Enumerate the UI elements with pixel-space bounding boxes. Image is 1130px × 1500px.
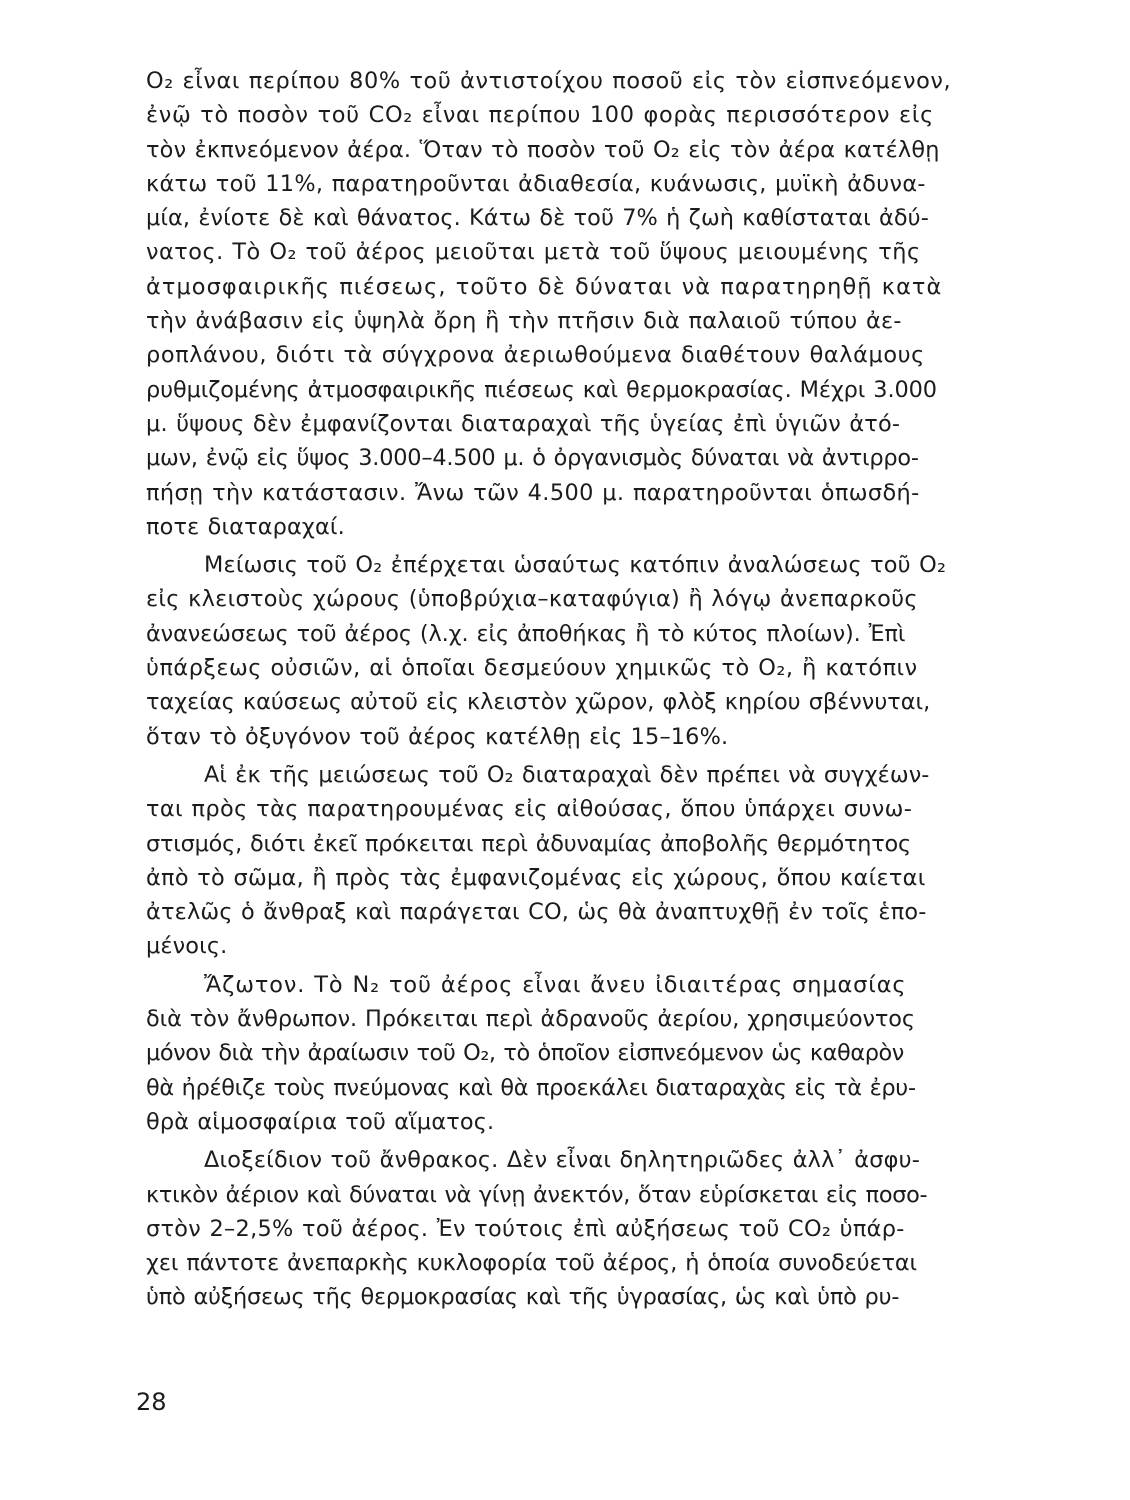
text-line: Διοξείδιον τοῦ ἄνθρακος. Δὲν εἶναι δηλητηριῶδες ἀλλ᾽ ἀσφυ- bbox=[204, 1147, 921, 1174]
text-line: ροπλάνου, διότι τὰ σύγχρονα ἀεριωθούμενα διαθέτουν θαλάμους bbox=[146, 342, 925, 369]
text-line: Αἱ ἐκ τῆς μειώσεως τοῦ O₂ διαταραχαὶ δὲν πρέπει νὰ συγχέων- bbox=[204, 761, 930, 788]
text-line: ὑπὸ αὐξήσεως τῆς θερμοκρασίας καὶ τῆς ὑγρασίας, ὡς καὶ ὑπὸ ρυ- bbox=[146, 1284, 900, 1311]
text-line: ἀτμοσφαιρικῆς πιέσεως, τοῦτο δὲ δύναται νὰ παρατηρηθῇ κατὰ bbox=[146, 273, 943, 300]
text-line: θὰ ἠρέθιζε τοὺς πνεύμονας καὶ θὰ προεκάλει διαταραχὰς εἰς τὰ ἐρυ- bbox=[146, 1074, 916, 1101]
text-line: νατος. Τὸ O₂ τοῦ ἀέρος μειοῦται μετὰ τοῦ ὕψους μειουμένης τῆς bbox=[146, 239, 921, 266]
text-line: Μείωσις τοῦ O₂ ἐπέρχεται ὡσαύτως κατόπιν ἀναλώσεως τοῦ O₂ bbox=[204, 552, 947, 579]
text-line: ὑπάρξεως οὐσιῶν, αἱ ὁποῖαι δεσμεύουν χημικῶς τὸ O₂, ἢ κατόπιν bbox=[146, 655, 918, 682]
text-line: πήσῃ τὴν κατάστασιν. Ἄνω τῶν 4.500 μ. παρατηροῦνται ὁπωσδή- bbox=[146, 479, 920, 506]
text-line: τὴν ἀνάβασιν εἰς ὑψηλὰ ὄρη ἢ τὴν πτῆσιν διὰ παλαιοῦ τύπου ἀε- bbox=[146, 308, 902, 335]
text-line: κτικὸν ἀέριον καὶ δύναται νὰ γίνῃ ἀνεκτόν, ὅταν εὑρίσκεται εἰς ποσο- bbox=[146, 1181, 928, 1208]
text-line: ὅταν τὸ ὀξυγόνον τοῦ ἀέρος κατέλθῃ εἰς 15–16%. bbox=[146, 723, 729, 750]
text-line: ἀτελῶς ὁ ἄνθραξ καὶ παράγεται CO, ὡς θὰ ἀναπτυχθῇ ἐν τοῖς ἑπο- bbox=[146, 899, 927, 926]
body-text bbox=[146, 64, 1034, 1315]
text-line: μων, ἐνῷ εἰς ὕψος 3.000–4.500 μ. ὁ ὀργανισμὸς δύναται νὰ ἀντιρρο- bbox=[146, 445, 919, 472]
text-line: ται πρὸς τὰς παρατηρουμένας εἰς αἰθούσας, ὅπου ὑπάρχει συνω- bbox=[146, 796, 913, 823]
text-line: ἀνανεώσεως τοῦ ἀέρος (λ.χ. εἰς ἀποθήκας ἢ τὸ κύτος πλοίων). Ἐπὶ bbox=[146, 620, 906, 647]
text-line: Ἄζωτον. Τὸ N₂ τοῦ ἀέρος εἶναι ἄνευ ἰδιαιτέρας σημασίας bbox=[204, 971, 907, 998]
text-line: διὰ τὸν ἄνθρωπον. Πρόκειται περὶ ἀδρανοῦς ἀερίου, χρησιμεύοντος bbox=[146, 1006, 915, 1033]
text-line: θρὰ αἱμοσφαίρια τοῦ αἵματος. bbox=[146, 1108, 495, 1135]
text-line: στὸν 2–2,5% τοῦ ἀέρος. Ἐν τούτοις ἐπὶ αὐξήσεως τοῦ CO₂ ὑπάρ- bbox=[146, 1215, 905, 1242]
text-line: μ. ὕψους δὲν ἐμφανίζονται διαταραχαὶ τῆς ὑγείας ἐπὶ ὑγιῶν ἀτό- bbox=[146, 410, 901, 437]
text-line: ἐνῷ τὸ ποσὸν τοῦ CO₂ εἶναι περίπου 100 φορὰς περισσότερον εἰς bbox=[146, 102, 934, 129]
text-line: μόνον διὰ τὴν ἀραίωσιν τοῦ O₂, τὸ ὁποῖον εἰσπνεόμενον ὡς καθαρὸν bbox=[146, 1040, 904, 1067]
text-line: ποτε διαταραχαί. bbox=[146, 513, 345, 540]
text-line: ρυθμιζομένης ἀτμοσφαιρικῆς πιέσεως καὶ θερμοκρασίας. Μέχρι 3.000 bbox=[146, 376, 937, 403]
text-line: ἀπὸ τὸ σῶμα, ἢ πρὸς τὰς ἐμφανιζομένας εἰς χώρους, ὅπου καίεται bbox=[146, 864, 926, 891]
text-line: κάτω τοῦ 11%, παρατηροῦνται ἀδιαθεσία, κυάνωσις, μυϊκὴ ἀδυνα- bbox=[146, 170, 926, 197]
text-line: τὸν ἐκπνεόμενον ἀέρα. Ὅταν τὸ ποσὸν τοῦ O₂ εἰς τὸν ἀέρα κατέλθῃ bbox=[146, 136, 940, 163]
text-line: χει πάντοτε ἀνεπαρκὴς κυκλοφορία τοῦ ἀέρος, ἡ ὁποία συνοδεύεται bbox=[146, 1250, 918, 1277]
page-number: 28 bbox=[136, 1388, 167, 1416]
text-line: O₂ εἶναι περίπου 80% τοῦ ἀντιστοίχου ποσοῦ εἰς τὸν εἰσπνεόμενον, bbox=[146, 68, 952, 94]
text-line: στισμός, διότι ἐκεῖ πρόκειται περὶ ἀδυναμίας ἀποβολῆς θερμότητος bbox=[146, 830, 911, 857]
text-line: μένοις. bbox=[146, 933, 228, 960]
text-line: μία, ἐνίοτε δὲ καὶ θάνατος. Κάτω δὲ τοῦ 7% ἡ ζωὴ καθίσταται ἀδύ- bbox=[146, 205, 929, 232]
text-line: εἰς κλειστοὺς χώρους (ὑποβρύχια–καταφύγια) ἢ λόγῳ ἀνεπαρκοῦς bbox=[146, 586, 918, 613]
text-line: ταχείας καύσεως αὐτοῦ εἰς κλειστὸν χῶρον, φλὸξ κηρίου σβέννυται, bbox=[146, 689, 931, 716]
